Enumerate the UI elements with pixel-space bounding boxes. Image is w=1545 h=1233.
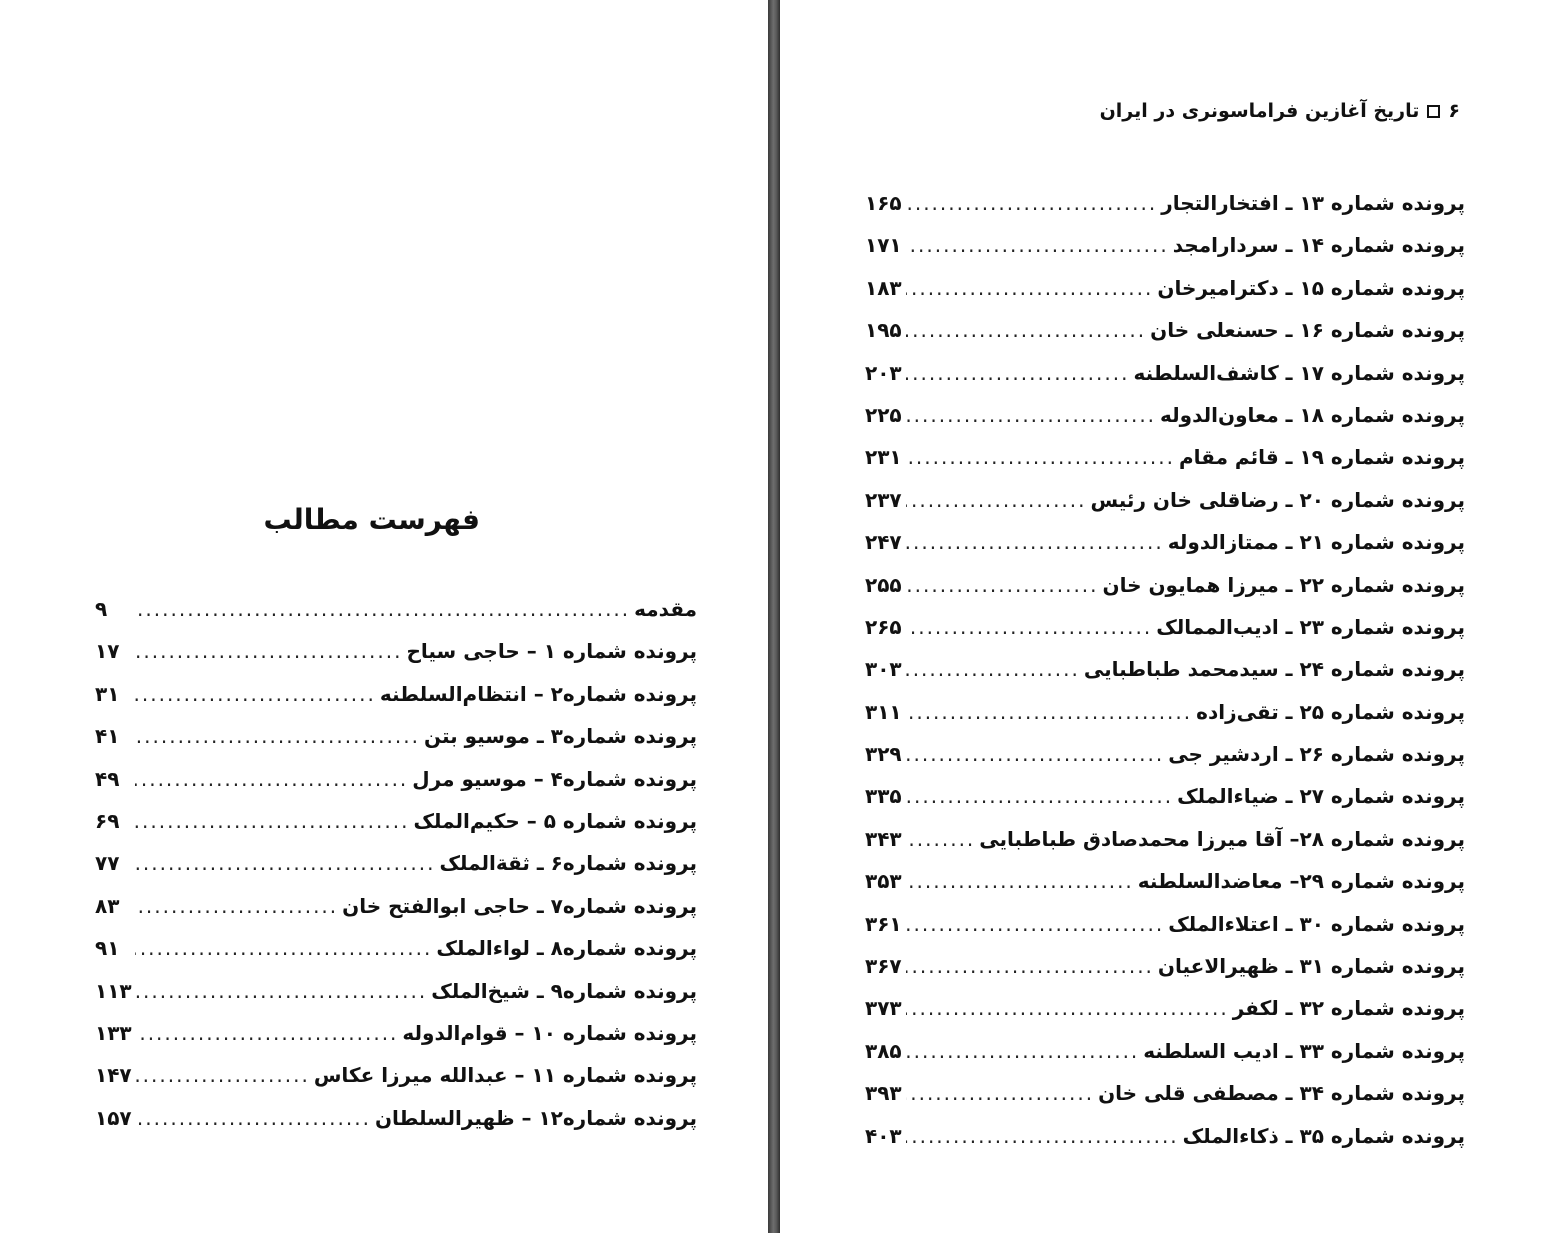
dot-leader — [136, 1054, 310, 1096]
toc-entry — [95, 842, 697, 884]
toc-entry-page: ۳۱ — [95, 681, 120, 706]
toc-entry-label: پرونده شماره ۲۷ ـ ضیاءالملک — [1177, 784, 1465, 809]
toc-entry-page: ۶۹ — [95, 808, 120, 833]
toc-entry-page: ۱۷۱ — [865, 233, 902, 258]
toc-entry-page: ۹ — [95, 597, 108, 621]
toc-entry — [95, 715, 697, 757]
toc-entry-label: پرونده شماره ۱۰ – قوام‌الدوله — [402, 1020, 697, 1045]
toc-entry — [865, 1072, 1465, 1114]
dot-leader — [906, 479, 1087, 521]
toc-entry-label: پرونده شماره ۲۰ ـ رضاقلی خان رئیس — [1090, 487, 1465, 512]
toc-entry-label: پرونده شماره ۱۵ ـ دکترامیرخان — [1157, 275, 1465, 300]
toc-entry-page: ۳۹۳ — [865, 1081, 902, 1106]
toc-entry-page: ۴۰۳ — [865, 1123, 902, 1148]
toc-entry — [865, 436, 1465, 478]
book-gutter — [768, 0, 780, 1233]
running-head-page-number: ۶ — [1448, 100, 1460, 122]
toc-list-left — [95, 588, 697, 1139]
toc-entry — [865, 267, 1465, 309]
toc-entry — [865, 394, 1465, 436]
toc-entry — [865, 691, 1465, 733]
toc-entry-label: پرونده شماره ۱ – حاجی سیاح — [406, 639, 697, 664]
toc-entry-label: پرونده شماره۳ ـ موسیو بتن — [423, 724, 697, 749]
toc-entry — [865, 945, 1465, 987]
running-head — [1099, 100, 1460, 122]
toc-entry-label: پرونده شماره ۳۰ ـ اعتلاءالملک — [1168, 911, 1465, 936]
toc-entry-label: پرونده شماره ۲۱ ـ ممتازالدوله — [1167, 530, 1465, 555]
toc-entry — [865, 606, 1465, 648]
toc-entry-page: ۱۱۳ — [95, 978, 132, 1003]
toc-title: فهرست مطالب — [263, 503, 480, 536]
toc-entry-label: پرونده شماره ۵ – حکیم‌الملک — [413, 808, 697, 833]
toc-entry — [865, 182, 1465, 224]
dot-leader — [136, 970, 428, 1012]
toc-entry — [865, 352, 1465, 394]
toc-entry — [95, 673, 697, 715]
toc-entry-page: ۲۳۷ — [865, 487, 902, 512]
toc-entry — [865, 648, 1465, 690]
dot-leader — [906, 987, 1229, 1029]
dot-leader — [906, 691, 1193, 733]
toc-entry-page: ۱۶۵ — [865, 191, 902, 215]
toc-entry — [865, 479, 1465, 521]
toc-entry-label: پرونده شماره ۱۷ ـ کاشف‌السلطنه — [1133, 360, 1465, 385]
dot-leader — [135, 842, 435, 884]
dot-leader — [135, 715, 420, 757]
dot-leader — [906, 818, 976, 860]
dot-leader — [906, 224, 1169, 266]
toc-entry-label: پرونده شماره ۲۶ ـ اردشیر جی — [1168, 742, 1465, 767]
toc-entry-label: پرونده شماره ۳۳ ـ ادیب السلطنه — [1143, 1038, 1465, 1063]
toc-entry — [865, 818, 1465, 860]
toc-entry-page: ۲۴۷ — [865, 530, 902, 555]
dot-leader — [906, 903, 1165, 945]
toc-entry — [95, 1012, 697, 1054]
toc-entry — [865, 564, 1465, 606]
dot-leader — [135, 927, 432, 969]
toc-entry-label: پرونده شماره۴ – موسیو مرل — [412, 766, 697, 791]
toc-entry-label: پرونده شماره۷ ـ حاجی ابوالفتح خان — [342, 893, 697, 918]
running-head-book-title: تاریخ آغازین فراماسونری در ایران — [1099, 100, 1420, 122]
dot-leader — [906, 1115, 1179, 1157]
toc-entry — [95, 630, 697, 672]
toc-entry-page: ۷۷ — [95, 851, 120, 876]
toc-entry-label: پرونده شماره ۲۹– معاضدالسلطنه — [1137, 869, 1465, 894]
toc-entry-page: ۲۲۵ — [865, 402, 902, 427]
dot-leader — [906, 733, 1165, 775]
dot-leader — [135, 673, 376, 715]
dot-leader — [906, 521, 1164, 563]
dot-leader — [135, 800, 409, 842]
toc-entry-page: ۱۵۷ — [95, 1105, 132, 1130]
toc-entry — [95, 758, 697, 800]
toc-entry-page: ۱۷ — [95, 639, 120, 664]
toc-entry-page: ۳۰۳ — [865, 657, 902, 682]
toc-entry-label: مقدمه — [634, 597, 697, 621]
dot-leader — [906, 775, 1173, 817]
toc-entry-page: ۱۸۳ — [865, 275, 902, 300]
toc-entry-page: ۳۴۳ — [865, 826, 902, 851]
toc-entry-label: پرونده شماره ۱۳ ـ افتخارالتجار — [1161, 191, 1465, 215]
toc-entry — [865, 1115, 1465, 1157]
dot-leader — [135, 588, 630, 630]
toc-entry-label: پرونده شماره ۲۵ ـ تقی‌زاده — [1196, 699, 1465, 724]
dot-leader — [906, 1030, 1140, 1072]
toc-entry — [865, 987, 1465, 1029]
toc-entry-page: ۲۰۳ — [865, 360, 902, 385]
toc-entry-label: پرونده شماره۱۲ – ظهیرالسلطان — [374, 1105, 697, 1130]
toc-entry — [865, 224, 1465, 266]
toc-entry — [865, 733, 1465, 775]
toc-entry-page: ۳۲۹ — [865, 742, 902, 767]
toc-entry-page: ۱۳۳ — [95, 1020, 132, 1045]
toc-entry-label: پرونده شماره۶ ـ ثقة‌الملک — [439, 851, 697, 876]
toc-entry-page: ۳۷۳ — [865, 996, 902, 1021]
right-page — [780, 0, 1545, 1233]
dot-leader — [135, 885, 338, 927]
toc-entry-page: ۲۵۵ — [865, 572, 902, 597]
dot-leader — [906, 352, 1130, 394]
toc-entry-page: ۴۱ — [95, 724, 120, 749]
toc-entry-page: ۳۵۳ — [865, 869, 902, 894]
toc-entry — [95, 1054, 697, 1096]
toc-entry-label: پرونده شماره۹ ـ شیخ‌الملک — [431, 978, 697, 1003]
dot-leader — [906, 860, 1134, 902]
toc-entry — [865, 1030, 1465, 1072]
toc-entry-label: پرونده شماره ۱۶ ـ حسنعلی خان — [1150, 318, 1465, 343]
toc-entry-label: پرونده شماره ۳۴ ـ مصطفی قلی خان — [1098, 1081, 1465, 1106]
toc-entry-label: پرونده شماره ۲۴ ـ سیدمحمد طباطبایی — [1083, 657, 1465, 682]
toc-entry — [95, 970, 697, 1012]
toc-list-right — [865, 182, 1465, 1157]
dot-leader — [136, 1097, 371, 1139]
toc-entry-page: ۲۶۵ — [865, 614, 902, 639]
toc-entry-page: ۸۳ — [95, 893, 120, 918]
dot-leader — [906, 394, 1156, 436]
toc-entry-page: ۳۶۷ — [865, 954, 902, 979]
toc-entry — [95, 1097, 697, 1139]
toc-entry-label: پرونده شماره ۲۲ ـ میرزا همایون خان — [1102, 572, 1465, 597]
toc-entry-label: پرونده شماره ۱۴ ـ سردارامجد — [1172, 233, 1465, 258]
toc-entry-page: ۴۹ — [95, 766, 120, 791]
toc-entry-label: پرونده شماره ۱۹ ـ قائم مقام — [1179, 445, 1465, 470]
toc-entry-label: پرونده شماره ۱۱ – عبدالله میرزا عکاس — [313, 1063, 697, 1088]
toc-entry-label: پرونده شماره ۲۸– آقا میرزا محمدصادق طباطبایی — [979, 826, 1465, 851]
toc-entry-label: پرونده شماره ۳۲ ـ لکفر — [1232, 996, 1465, 1021]
square-ornament-icon — [1427, 105, 1440, 118]
toc-entry — [865, 903, 1465, 945]
dot-leader — [906, 309, 1147, 351]
toc-entry — [865, 521, 1465, 563]
dot-leader — [906, 182, 1158, 224]
dot-leader — [906, 267, 1154, 309]
dot-leader — [136, 1012, 399, 1054]
toc-entry-label: پرونده شماره ۳۱ ـ ظهیرالاعیان — [1157, 954, 1465, 979]
toc-entry-label: پرونده شماره۲ – انتظام‌السلطنه — [379, 681, 697, 706]
toc-entry-page: ۳۸۵ — [865, 1038, 902, 1063]
toc-entry-label: پرونده شماره ۱۸ ـ معاون‌الدوله — [1160, 402, 1465, 427]
toc-entry-page: ۳۶۱ — [865, 911, 902, 936]
toc-entry-page: ۲۳۱ — [865, 445, 902, 470]
toc-entry-page: ۳۱۱ — [865, 699, 902, 724]
toc-entry-page: ۱۴۷ — [95, 1063, 132, 1088]
left-page — [0, 0, 768, 1233]
toc-entry — [95, 800, 697, 842]
toc-entry-label: پرونده شماره ۳۵ ـ ذکاءالملک — [1182, 1123, 1465, 1148]
dot-leader — [135, 758, 408, 800]
toc-entry — [865, 775, 1465, 817]
dot-leader — [906, 945, 1154, 987]
toc-entry-page: ۹۱ — [95, 936, 120, 961]
toc-entry — [865, 309, 1465, 351]
dot-leader — [906, 1072, 1094, 1114]
toc-entry — [95, 927, 697, 969]
toc-entry — [865, 860, 1465, 902]
dot-leader — [906, 648, 1080, 690]
dot-leader — [135, 630, 402, 672]
dot-leader — [906, 564, 1099, 606]
dot-leader — [906, 436, 1175, 478]
toc-entry — [95, 885, 697, 927]
toc-entry-label: پرونده شماره۸ ـ لواءالملک — [436, 936, 697, 961]
toc-entry-page: ۳۳۵ — [865, 784, 902, 809]
toc-entry-label: پرونده شماره ۲۳ ـ ادیب‌الممالک — [1156, 614, 1465, 639]
toc-entry-page: ۱۹۵ — [865, 318, 902, 343]
toc-entry — [95, 588, 697, 630]
dot-leader — [906, 606, 1153, 648]
